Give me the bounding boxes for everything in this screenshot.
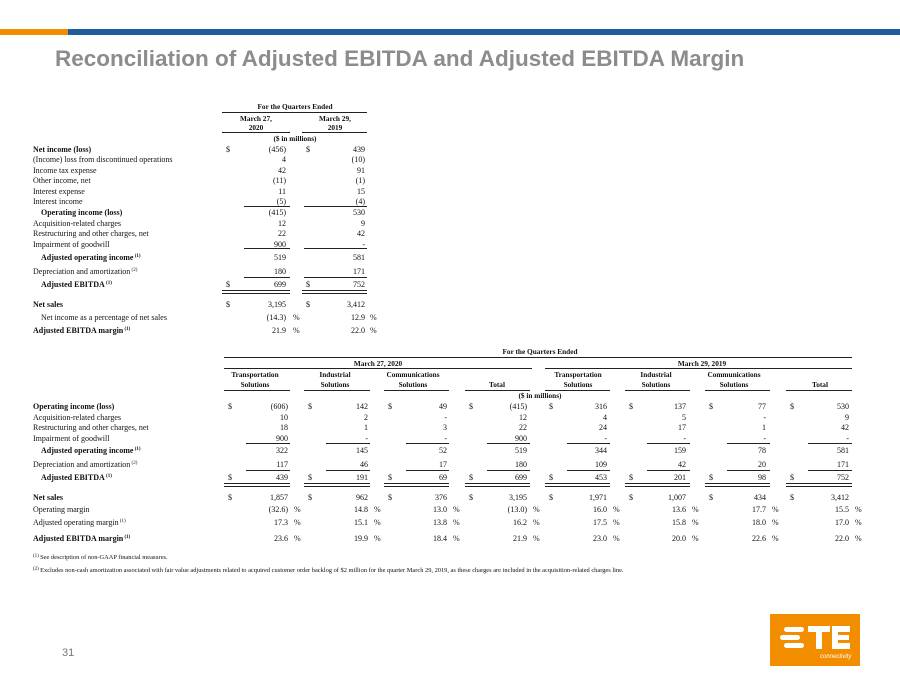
value-cell: 22 [519, 423, 527, 432]
currency-symbol: $ [709, 402, 713, 411]
row-label: Restructuring and other charges, net [33, 423, 149, 432]
value-cell: - [846, 434, 849, 443]
value-cell: 13.8 [433, 518, 447, 527]
percent-sign: % [370, 326, 377, 335]
col-header: Industrial [640, 370, 672, 379]
footnote-marker: (1) [104, 281, 112, 286]
row-label: Impairment of goodwill [33, 434, 110, 443]
rule-line [786, 390, 852, 391]
value-cell: 519 [515, 446, 527, 455]
percent-sign: % [772, 518, 779, 527]
value-cell: 42 [357, 229, 365, 238]
currency-symbol: $ [469, 493, 473, 502]
currency-symbol: $ [388, 493, 392, 502]
percent-sign: % [692, 518, 699, 527]
row-label: Net income as a percentage of net sales [41, 313, 167, 322]
value-cell: 900 [276, 434, 288, 443]
value-cell: 15.1 [354, 518, 368, 527]
value-cell: 78 [758, 446, 766, 455]
rule-line [304, 206, 367, 207]
footnote-marker: (2) [130, 461, 138, 466]
double-rule [304, 483, 370, 487]
row-label: Operating income (loss) [33, 402, 115, 411]
group-header: For the Quarters Ended [257, 102, 333, 111]
currency-symbol: $ [790, 473, 794, 482]
currency-symbol: $ [469, 473, 473, 482]
value-cell: 15.8 [672, 518, 686, 527]
col-header: Solutions [641, 380, 671, 389]
value-cell: 18.0 [752, 518, 766, 527]
value-cell: 22.0 [351, 326, 365, 335]
value-cell: 17 [439, 460, 447, 469]
row-label: Restructuring and other charges, net [33, 229, 149, 238]
value-cell: 23.6 [274, 534, 288, 543]
units-label: ($ in millions) [518, 391, 562, 400]
col-header: Solutions [563, 380, 593, 389]
rule-line [246, 470, 290, 471]
value-cell: (14.3) [266, 313, 286, 322]
value-cell: 12 [278, 219, 286, 228]
value-cell: 142 [356, 402, 368, 411]
currency-symbol: $ [629, 402, 633, 411]
double-rule [222, 290, 290, 294]
percent-sign: % [294, 505, 301, 514]
value-cell: 581 [837, 446, 849, 455]
value-cell: 13.6 [672, 505, 686, 514]
value-cell: 77 [758, 402, 766, 411]
row-label: Adjusted operating income $^{(1)}$ [41, 446, 141, 455]
col-header: March 27, [240, 114, 272, 123]
page-title: Reconciliation of Adjusted EBITDA and Adjusted EBITDA Margin [55, 46, 745, 71]
footnote-text: See description of non-GAAP financial measures. [40, 554, 168, 561]
rule-line [406, 470, 449, 471]
value-cell: 17.5 [593, 518, 607, 527]
value-cell: 117 [276, 460, 288, 469]
percent-sign: % [533, 534, 540, 543]
rule-line [647, 470, 690, 471]
currency-symbol: $ [549, 473, 553, 482]
currency-symbol: $ [629, 473, 633, 482]
percent-sign: % [533, 518, 540, 527]
value-cell: 439 [276, 473, 288, 482]
currency-symbol: $ [228, 402, 232, 411]
currency-symbol: $ [790, 402, 794, 411]
rule-line [304, 390, 370, 391]
row-label: Acquisition-related charges [33, 413, 122, 422]
value-cell: 46 [360, 460, 368, 469]
rule-line [244, 277, 290, 278]
rule-line [222, 132, 290, 133]
col-header: Transportation [554, 370, 602, 379]
percent-sign: % [692, 534, 699, 543]
footnote [33, 566, 624, 576]
page-number: 31 [62, 647, 75, 659]
row-label: Adjusted EBITDA margin $^{(1)}$ [33, 534, 131, 543]
rule-line [487, 470, 530, 471]
value-cell: 180 [274, 267, 286, 276]
row-label: Net income (loss) [33, 145, 92, 154]
value-cell: 12.9 [351, 313, 365, 322]
value-cell: - [365, 434, 368, 443]
te-connectivity-logo [770, 614, 860, 666]
value-cell: (415) [268, 208, 286, 217]
row-label: Interest expense [33, 187, 85, 196]
currency-symbol: $ [226, 145, 230, 154]
percent-sign: % [374, 534, 381, 543]
value-cell: 322 [276, 446, 288, 455]
row-label: Adjusted EBITDA $^{(1)}$ [41, 473, 112, 482]
value-cell: 3,195 [268, 300, 286, 309]
currency-symbol: $ [308, 493, 312, 502]
value-cell: 530 [837, 402, 849, 411]
row-label: Adjusted EBITDA margin $^{(1)}$ [33, 326, 131, 335]
value-cell: 962 [356, 493, 368, 502]
percent-sign: % [294, 518, 301, 527]
value-cell: 9 [361, 219, 365, 228]
value-cell: 22.0 [835, 534, 849, 543]
row-label: Impairment of goodwill [33, 240, 110, 249]
value-cell: 699 [515, 473, 527, 482]
value-cell: 4 [282, 155, 286, 164]
value-cell: 752 [837, 473, 849, 482]
value-cell: 581 [353, 253, 365, 262]
value-cell: 5 [682, 413, 686, 422]
logo-subtext: connectivity [820, 654, 852, 660]
value-cell: 20 [758, 460, 766, 469]
currency-symbol: $ [709, 493, 713, 502]
percent-sign: % [453, 534, 460, 543]
rule-line [545, 368, 852, 369]
value-cell: 23.0 [593, 534, 607, 543]
percent-sign: % [855, 534, 862, 543]
value-cell: 17.3 [274, 518, 288, 527]
value-cell: 49 [439, 402, 447, 411]
value-cell: - [444, 413, 447, 422]
value-cell: 17.0 [835, 518, 849, 527]
row-label: Depreciation and amortization $^{(2)}$ [33, 460, 138, 469]
value-cell: 22.6 [752, 534, 766, 543]
rule-line [304, 277, 367, 278]
percent-sign: % [855, 518, 862, 527]
value-cell: 17.7 [752, 505, 766, 514]
rule-line [222, 112, 367, 113]
rule-line [246, 443, 290, 444]
value-cell: 171 [837, 460, 849, 469]
rule-line [224, 390, 290, 391]
rule-line [625, 390, 690, 391]
value-cell: 42 [841, 423, 849, 432]
percent-sign: % [855, 505, 862, 514]
value-cell: 3,195 [509, 493, 527, 502]
value-cell: - [362, 240, 365, 249]
rule-line [302, 132, 367, 133]
units-label: ($ in millions) [273, 134, 317, 143]
footnote-marker: (2) [130, 268, 138, 273]
footnote-marker: (1) [123, 535, 131, 540]
currency-symbol: $ [306, 280, 310, 289]
value-cell: 1,857 [270, 493, 288, 502]
value-cell: (606) [270, 402, 288, 411]
value-cell: 900 [274, 240, 286, 249]
row-label: Net sales [33, 493, 63, 502]
row-label: Adjusted EBITDA $^{(1)}$ [41, 280, 112, 289]
row-label: Income tax expense [33, 166, 97, 175]
value-cell: 18 [280, 423, 288, 432]
value-cell: - [604, 434, 607, 443]
rule-line [326, 470, 370, 471]
value-cell: - [683, 434, 686, 443]
rule-line [224, 368, 532, 369]
value-cell: 21.9 [272, 326, 286, 335]
rule-line [244, 248, 290, 249]
percent-sign: % [613, 505, 620, 514]
currency-symbol: $ [308, 402, 312, 411]
double-rule [224, 483, 290, 487]
footnote-text: Excludes non-cash amortization associated with fair value adjustments related to acquired customer order backlog of $2 million for the quarter March 29, 2019, as these charges are included in the acquisition-related charges line. [40, 567, 624, 574]
value-cell: 10 [280, 413, 288, 422]
value-cell: 344 [595, 446, 607, 455]
value-cell: 24 [599, 423, 607, 432]
currency-symbol: $ [790, 493, 794, 502]
currency-symbol: $ [228, 493, 232, 502]
currency-symbol: $ [469, 402, 473, 411]
value-cell: 145 [356, 446, 368, 455]
footnote-marker: (1) [133, 447, 141, 452]
rule-line [567, 443, 610, 444]
percent-sign: % [613, 518, 620, 527]
value-cell: 19.9 [354, 534, 368, 543]
rule-line [647, 443, 690, 444]
value-cell: 14.8 [354, 505, 368, 514]
row-label: Operating income (loss) [41, 208, 123, 217]
value-cell: 69 [439, 473, 447, 482]
col-header: 2019 [327, 123, 343, 132]
value-cell: 900 [515, 434, 527, 443]
currency-symbol: $ [226, 280, 230, 289]
value-cell: 2 [364, 413, 368, 422]
currency-symbol: $ [226, 300, 230, 309]
rule-line [705, 390, 770, 391]
value-cell: 519 [274, 253, 286, 262]
currency-symbol: $ [228, 473, 232, 482]
rule-line [384, 390, 449, 391]
value-cell: 3,412 [347, 300, 365, 309]
value-cell: 52 [439, 446, 447, 455]
row-label: Interest income [33, 197, 83, 206]
value-cell: 11 [278, 187, 286, 196]
currency-symbol: $ [308, 473, 312, 482]
double-rule [786, 483, 852, 487]
col-header: Communications [707, 370, 761, 379]
col-header: 2020 [248, 123, 264, 132]
group-header: For the Quarters Ended [502, 347, 578, 356]
rule-line [727, 443, 770, 444]
percent-sign: % [293, 326, 300, 335]
value-cell: 137 [674, 402, 686, 411]
percent-sign: % [692, 505, 699, 514]
footnote-marker: (1) [123, 327, 131, 332]
footnote-marker: (1) [133, 254, 141, 259]
value-cell: 22 [278, 229, 286, 238]
col-header: Solutions [398, 380, 428, 389]
top-accent-bar [0, 29, 900, 35]
value-cell: 453 [595, 473, 607, 482]
double-rule [545, 483, 610, 487]
value-cell: 439 [353, 145, 365, 154]
double-rule [625, 483, 690, 487]
value-cell: (32.6) [268, 505, 288, 514]
value-cell: 4 [603, 413, 607, 422]
rule-line [224, 357, 852, 358]
currency-symbol: $ [306, 300, 310, 309]
currency-symbol: $ [388, 473, 392, 482]
row-label: Other income, net [33, 176, 91, 185]
col-header: Total [489, 380, 505, 389]
value-cell: (10) [351, 155, 365, 164]
value-cell: 13.0 [433, 505, 447, 514]
percent-sign: % [453, 518, 460, 527]
rule-line [808, 470, 852, 471]
rule-line [244, 206, 290, 207]
value-cell: - [444, 434, 447, 443]
value-cell: 3 [443, 423, 447, 432]
value-cell: 1 [364, 423, 368, 432]
rule-line [727, 470, 770, 471]
value-cell: 15.5 [835, 505, 849, 514]
row-label: (Income) loss from discontinued operations [33, 155, 173, 164]
percent-sign: % [294, 534, 301, 543]
value-cell: 1 [762, 423, 766, 432]
col-header: Communications [386, 370, 440, 379]
footnote-marker: (2) [33, 567, 41, 572]
footnote-marker: (1) [104, 474, 112, 479]
double-rule [705, 483, 770, 487]
currency-symbol: $ [549, 493, 553, 502]
percent-sign: % [293, 313, 300, 322]
value-cell: 21.9 [513, 534, 527, 543]
value-cell: 16.2 [513, 518, 527, 527]
currency-symbol: $ [306, 145, 310, 154]
value-cell: (4) [355, 197, 365, 206]
value-cell: 376 [435, 493, 447, 502]
value-cell: (456) [268, 145, 286, 154]
value-cell: - [763, 434, 766, 443]
value-cell: 98 [758, 473, 766, 482]
double-rule [302, 290, 367, 294]
value-cell: 42 [278, 166, 286, 175]
percent-sign: % [374, 505, 381, 514]
currency-symbol: $ [388, 402, 392, 411]
value-cell: 180 [515, 460, 527, 469]
value-cell: 9 [845, 413, 849, 422]
value-cell: (11) [272, 176, 286, 185]
value-cell: 752 [353, 280, 365, 289]
period-header: March 29, 2019 [677, 359, 727, 368]
col-header: Solutions [240, 380, 270, 389]
value-cell: 3,412 [831, 493, 849, 502]
value-cell: 434 [754, 493, 766, 502]
percent-sign: % [374, 518, 381, 527]
value-cell: 12 [519, 413, 527, 422]
col-header: Solutions [719, 380, 749, 389]
percent-sign: % [533, 505, 540, 514]
rule-line [406, 443, 449, 444]
footnote-marker: (1) [118, 519, 126, 524]
col-header: Transportation [231, 370, 279, 379]
row-label: Operating margin [33, 505, 90, 514]
rule-line [304, 248, 367, 249]
value-cell: 699 [274, 280, 286, 289]
row-label: Adjusted operating margin $^{(1)}$ [33, 518, 126, 527]
rule-line [567, 470, 610, 471]
value-cell: 109 [595, 460, 607, 469]
rule-line [326, 443, 370, 444]
period-header: March 27, 2020 [353, 359, 403, 368]
col-header: Solutions [320, 380, 350, 389]
value-cell: 159 [674, 446, 686, 455]
col-header: Total [812, 380, 828, 389]
footnote-marker: (1) [33, 554, 41, 559]
percent-sign: % [453, 505, 460, 514]
value-cell: (5) [276, 197, 286, 206]
row-label: Net sales [33, 300, 63, 309]
row-label: Depreciation and amortization $^{(2)}$ [33, 267, 138, 276]
value-cell: (415) [509, 402, 527, 411]
double-rule [465, 483, 530, 487]
value-cell: 15 [357, 187, 365, 196]
percent-sign: % [613, 534, 620, 543]
rule-line [487, 443, 530, 444]
percent-sign: % [772, 534, 779, 543]
double-rule [384, 483, 449, 487]
value-cell: 530 [353, 208, 365, 217]
value-cell: 316 [595, 402, 607, 411]
percent-sign: % [370, 313, 377, 322]
currency-symbol: $ [629, 493, 633, 502]
value-cell: 191 [356, 473, 368, 482]
value-cell: (13.0) [507, 505, 527, 514]
value-cell: 1,971 [589, 493, 607, 502]
value-cell: 42 [678, 460, 686, 469]
value-cell: (1) [355, 176, 365, 185]
currency-symbol: $ [549, 402, 553, 411]
rule-line [808, 443, 852, 444]
value-cell: 18.4 [433, 534, 447, 543]
footnote [33, 553, 168, 563]
currency-symbol: $ [709, 473, 713, 482]
value-cell: 17 [678, 423, 686, 432]
value-cell: - [763, 413, 766, 422]
percent-sign: % [772, 505, 779, 514]
row-label: Acquisition-related charges [33, 219, 122, 228]
top-bar-blue-segment [68, 29, 900, 35]
col-header: Industrial [319, 370, 351, 379]
row-label: Adjusted operating income $^{(1)}$ [41, 253, 141, 262]
col-header: March 29, [319, 114, 351, 123]
value-cell: 1,007 [668, 493, 686, 502]
value-cell: 20.0 [672, 534, 686, 543]
value-cell: 16.0 [593, 505, 607, 514]
value-cell: 171 [353, 267, 365, 276]
top-bar-orange-segment [0, 29, 68, 35]
value-cell: 91 [357, 166, 365, 175]
value-cell: 201 [674, 473, 686, 482]
